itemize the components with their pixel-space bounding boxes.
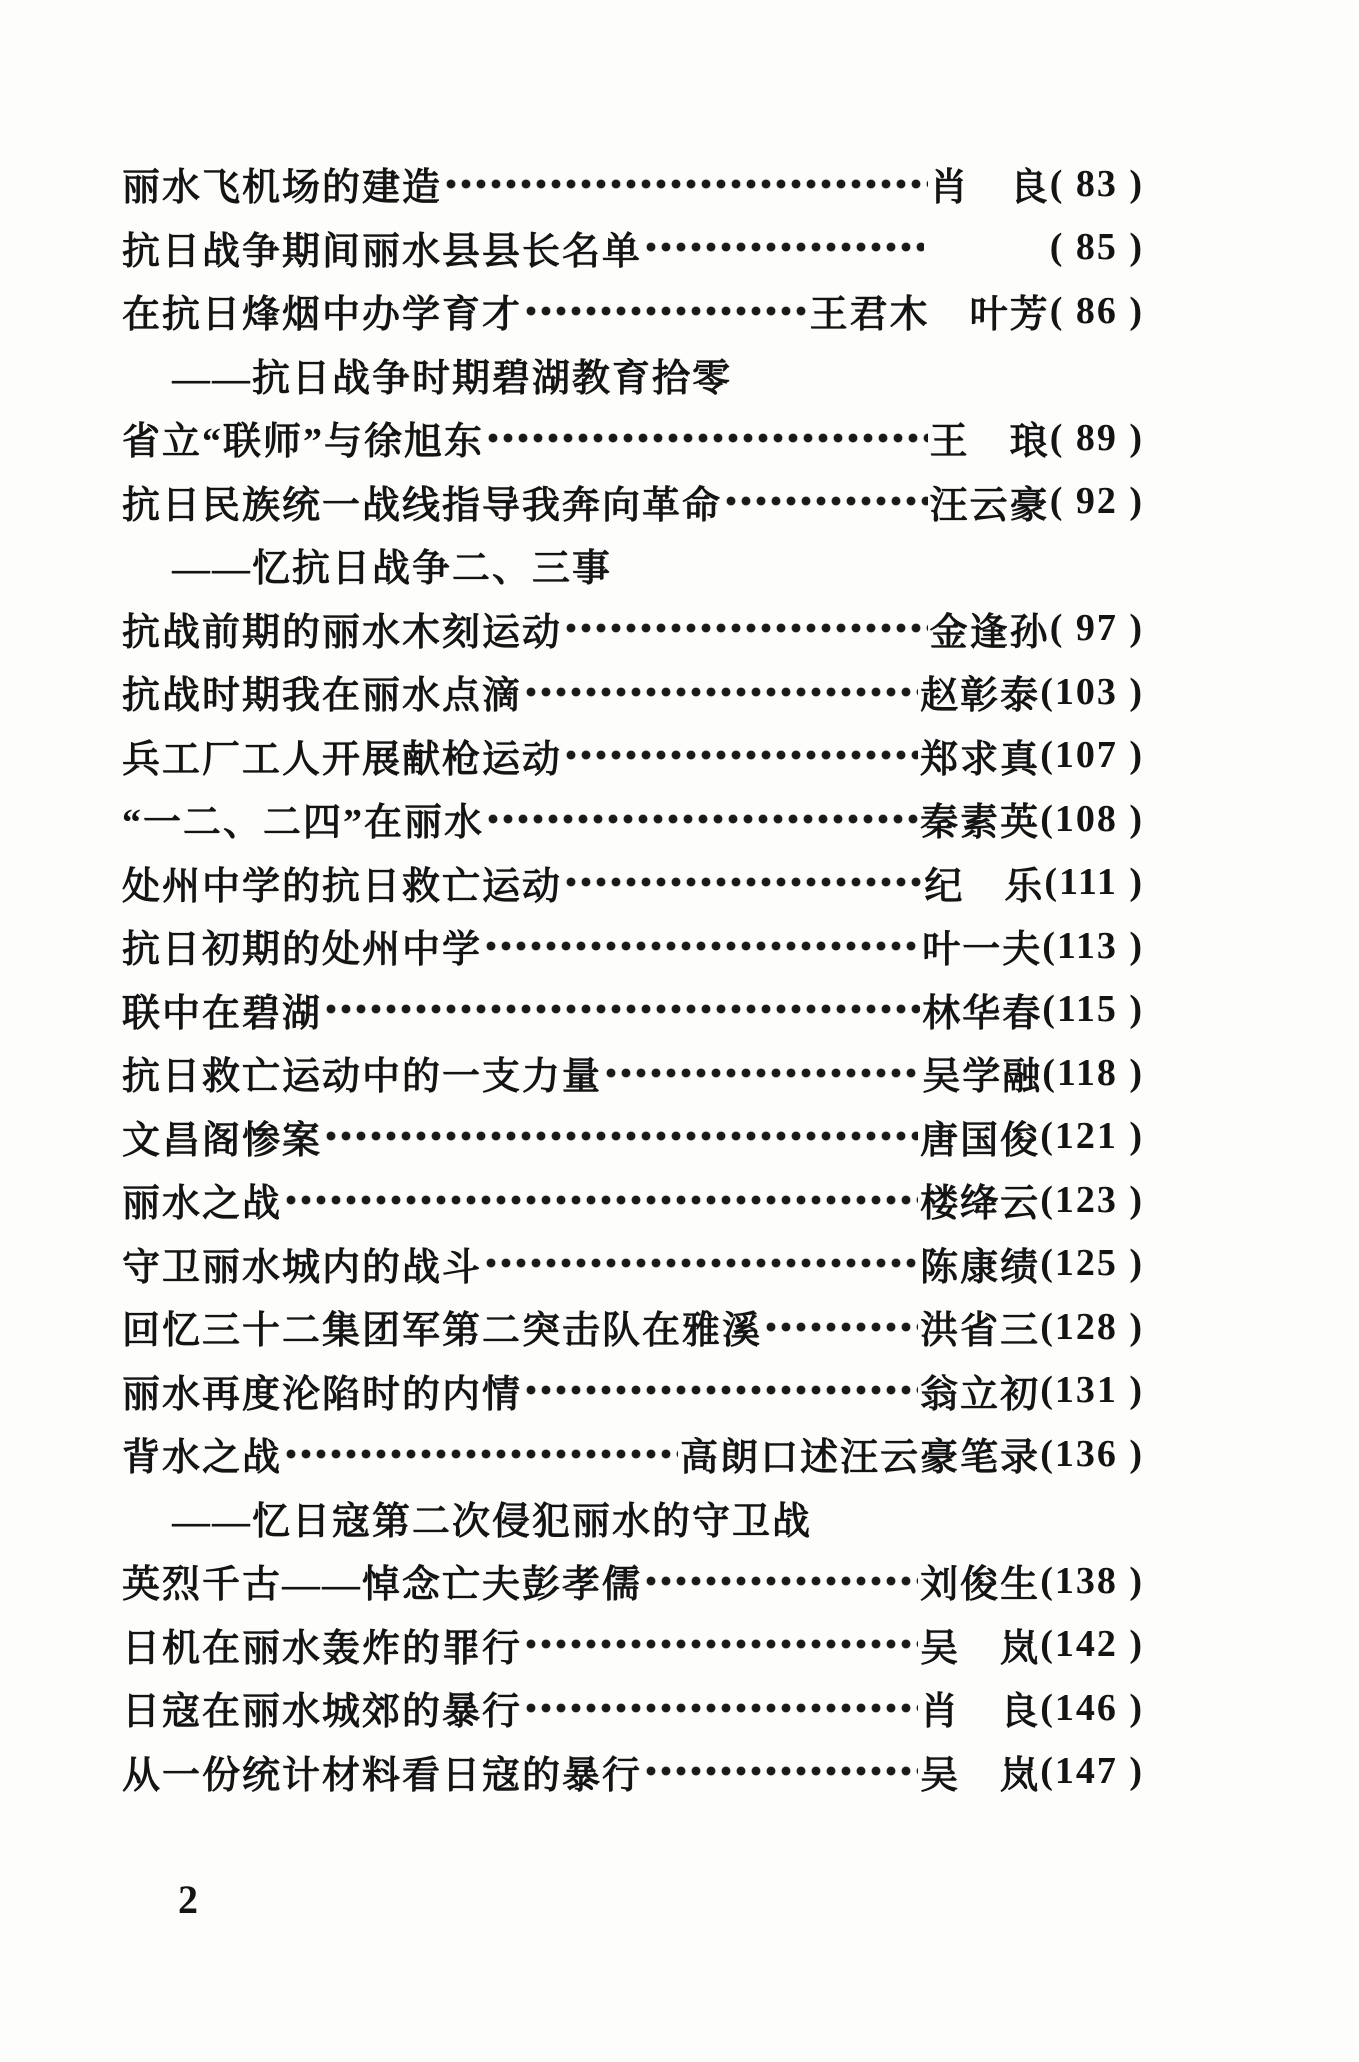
toc-entry-row bbox=[122, 978, 1144, 1042]
toc-entry-page: (147 ) bbox=[1040, 1750, 1144, 1793]
toc-list bbox=[122, 152, 1144, 1803]
toc-entry-title: 丽水再度沦陷时的内情 bbox=[122, 1373, 523, 1416]
toc-entry-row bbox=[122, 914, 1144, 978]
dot-leader bbox=[564, 748, 918, 762]
dot-leader bbox=[564, 875, 922, 889]
toc-entry-page: ( 89 ) bbox=[1049, 416, 1144, 459]
toc-entry-row bbox=[122, 1549, 1144, 1613]
toc-entry-row bbox=[122, 1740, 1144, 1804]
dot-leader bbox=[604, 1066, 920, 1080]
toc-entry-page: (138 ) bbox=[1040, 1559, 1144, 1602]
toc-entry-page: (107 ) bbox=[1040, 734, 1144, 777]
toc-entry-author: 郑求真 bbox=[920, 738, 1041, 781]
toc-entry-title: 处州中学的抗日救亡运动 bbox=[122, 865, 563, 908]
toc-entry-title: 抗战时期我在丽水点滴 bbox=[122, 675, 523, 718]
toc-entry-author: 洪省三 bbox=[920, 1310, 1041, 1353]
dot-leader bbox=[644, 240, 924, 254]
toc-entry-page: ( 97 ) bbox=[1049, 607, 1144, 650]
toc-entry-row bbox=[122, 1359, 1144, 1423]
toc-entry-row bbox=[122, 216, 1144, 280]
toc-entry-page: (121 ) bbox=[1040, 1115, 1144, 1158]
toc-entry-row bbox=[122, 1168, 1144, 1232]
toc-entry-page: (146 ) bbox=[1040, 1686, 1144, 1729]
toc-entry-author: 吴 岚 bbox=[920, 1627, 1041, 1670]
toc-subtitle-row bbox=[122, 343, 1144, 407]
dot-leader bbox=[644, 1764, 918, 1778]
toc-entry-row bbox=[122, 660, 1144, 724]
toc-entry-author: 纪 乐 bbox=[924, 865, 1045, 908]
dot-leader bbox=[764, 1320, 918, 1334]
dot-leader bbox=[284, 1193, 918, 1207]
toc-entry-row bbox=[122, 724, 1144, 788]
toc-entry-title: 在抗日烽烟中办学育才 bbox=[122, 294, 523, 337]
dot-leader bbox=[644, 1574, 918, 1588]
toc-entry-author: 金逢孙 bbox=[929, 611, 1050, 654]
toc-entry-page: ( 85 ) bbox=[1049, 226, 1144, 269]
toc-entry-title: 抗日战争期间丽水县县长名单 bbox=[122, 230, 643, 273]
toc-entry-title: 回忆三十二集团军第二突击队在雅溪 bbox=[122, 1310, 763, 1353]
dot-leader bbox=[324, 1002, 920, 1016]
toc-entry-author: 肖 良 bbox=[920, 1691, 1041, 1734]
toc-entry-author: 秦素英 bbox=[920, 802, 1041, 845]
toc-entry-author: 王 琅 bbox=[929, 421, 1050, 464]
toc-entry-row bbox=[122, 1232, 1144, 1296]
toc-entry-title: 丽水飞机场的建造 bbox=[122, 167, 443, 210]
toc-entry-row bbox=[122, 279, 1144, 343]
toc-entry-author: 王君木 叶芳 bbox=[809, 294, 1050, 337]
toc-entry-row bbox=[122, 787, 1144, 851]
toc-entry-author: 陈康绩 bbox=[920, 1246, 1041, 1289]
toc-subtitle-text: ——忆日寇第二次侵犯丽水的守卫战 bbox=[172, 1500, 813, 1543]
dot-leader bbox=[484, 1256, 918, 1270]
toc-entry-author: 刘俊生 bbox=[920, 1564, 1041, 1607]
toc-entry-author: 吴学融 bbox=[922, 1056, 1043, 1099]
toc-entry-title: 背水之战 bbox=[122, 1437, 283, 1480]
dot-leader bbox=[324, 1129, 918, 1143]
toc-entry-row bbox=[122, 1041, 1144, 1105]
dot-leader bbox=[284, 1447, 678, 1461]
toc-entry-page: (125 ) bbox=[1040, 1242, 1144, 1285]
toc-entry-row bbox=[122, 851, 1144, 915]
toc-entry-title: 抗日初期的处州中学 bbox=[122, 929, 483, 972]
toc-entry-page: ( 92 ) bbox=[1049, 480, 1144, 523]
toc-entry-page: (113 ) bbox=[1042, 924, 1144, 967]
dot-leader bbox=[524, 1701, 918, 1715]
toc-subtitle-row bbox=[122, 533, 1144, 597]
toc-entry-page: (108 ) bbox=[1040, 797, 1144, 840]
toc-entry-page: (115 ) bbox=[1042, 988, 1144, 1031]
dot-leader bbox=[444, 177, 928, 191]
dot-leader bbox=[486, 431, 928, 445]
toc-entry-title: 守卫丽水城内的战斗 bbox=[122, 1246, 483, 1289]
toc-entry-title: 丽水之战 bbox=[122, 1183, 283, 1226]
toc-entry-title: 抗战前期的丽水木刻运动 bbox=[122, 611, 563, 654]
toc-entry-row bbox=[122, 1105, 1144, 1169]
dot-leader bbox=[484, 939, 920, 953]
toc-entry-page: (128 ) bbox=[1040, 1305, 1144, 1348]
toc-entry-title: 省立“联师”与徐旭东 bbox=[122, 421, 485, 464]
toc-entry-page: (142 ) bbox=[1040, 1623, 1144, 1666]
toc-entry-title: 文昌阁惨案 bbox=[122, 1119, 323, 1162]
toc-entry-title: 兵工厂工人开展献枪运动 bbox=[122, 738, 563, 781]
toc-entry-title: 抗日民族统一战线指导我奔向革命 bbox=[122, 484, 723, 527]
toc-entry-author: 翁立初 bbox=[920, 1373, 1041, 1416]
toc-entry-row bbox=[122, 1613, 1144, 1677]
toc-entry-title: 抗日救亡运动中的一支力量 bbox=[122, 1056, 603, 1099]
toc-entry-row bbox=[122, 1422, 1144, 1486]
page-number: 2 bbox=[178, 1877, 198, 1922]
toc-entry-author: 楼绛云 bbox=[920, 1183, 1041, 1226]
toc-subtitle-text: ——忆抗日战争二、三事 bbox=[172, 548, 613, 591]
toc-entry-row bbox=[122, 1676, 1144, 1740]
toc-entry-title: 联中在碧湖 bbox=[122, 992, 323, 1035]
toc-entry-title: 日寇在丽水城郊的暴行 bbox=[122, 1691, 523, 1734]
toc-entry-row bbox=[122, 597, 1144, 661]
toc-entry-author: 高朗口述汪云豪笔录 bbox=[680, 1437, 1041, 1480]
toc-entry-page: (131 ) bbox=[1040, 1369, 1144, 1412]
toc-entry-row bbox=[122, 470, 1144, 534]
toc-entry-row bbox=[122, 406, 1144, 470]
toc-subtitle-text: ——抗日战争时期碧湖教育拾零 bbox=[172, 357, 733, 400]
dot-leader bbox=[724, 494, 928, 508]
toc-entry-author: 叶一夫 bbox=[922, 929, 1043, 972]
toc-entry-page: (111 ) bbox=[1044, 861, 1144, 904]
toc-entry-page: (103 ) bbox=[1040, 670, 1144, 713]
toc-entry-page: (136 ) bbox=[1040, 1432, 1144, 1475]
toc-entry-author: 唐国俊 bbox=[920, 1119, 1041, 1162]
toc-entry-author: 吴 岚 bbox=[920, 1754, 1041, 1797]
toc-entry-row bbox=[122, 152, 1144, 216]
toc-entry-row bbox=[122, 1295, 1144, 1359]
toc-entry-author: 赵彰泰 bbox=[920, 675, 1041, 718]
toc-entry-page: ( 83 ) bbox=[1049, 162, 1144, 205]
toc-entry-title: 从一份统计材料看日寇的暴行 bbox=[122, 1754, 643, 1797]
dot-leader bbox=[524, 685, 918, 699]
dot-leader bbox=[486, 812, 918, 826]
toc-subtitle-row bbox=[122, 1486, 1144, 1550]
toc-entry-page: (118 ) bbox=[1042, 1051, 1144, 1094]
toc-entry-author: 肖 良 bbox=[929, 167, 1050, 210]
toc-entry-page: (123 ) bbox=[1040, 1178, 1144, 1221]
toc-entry-author: 汪云豪 bbox=[929, 484, 1050, 527]
dot-leader bbox=[524, 1383, 918, 1397]
dot-leader bbox=[524, 1637, 918, 1651]
toc-entry-title: 英烈千古——悼念亡夫彭孝儒 bbox=[122, 1564, 643, 1607]
dot-leader bbox=[564, 621, 928, 635]
toc-entry-page: ( 86 ) bbox=[1049, 289, 1144, 332]
toc-entry-title: “一二、二四”在丽水 bbox=[122, 802, 485, 845]
toc-entry-title: 日机在丽水轰炸的罪行 bbox=[122, 1627, 523, 1670]
toc-entry-author: 林华春 bbox=[922, 992, 1043, 1035]
dot-leader bbox=[524, 304, 808, 318]
